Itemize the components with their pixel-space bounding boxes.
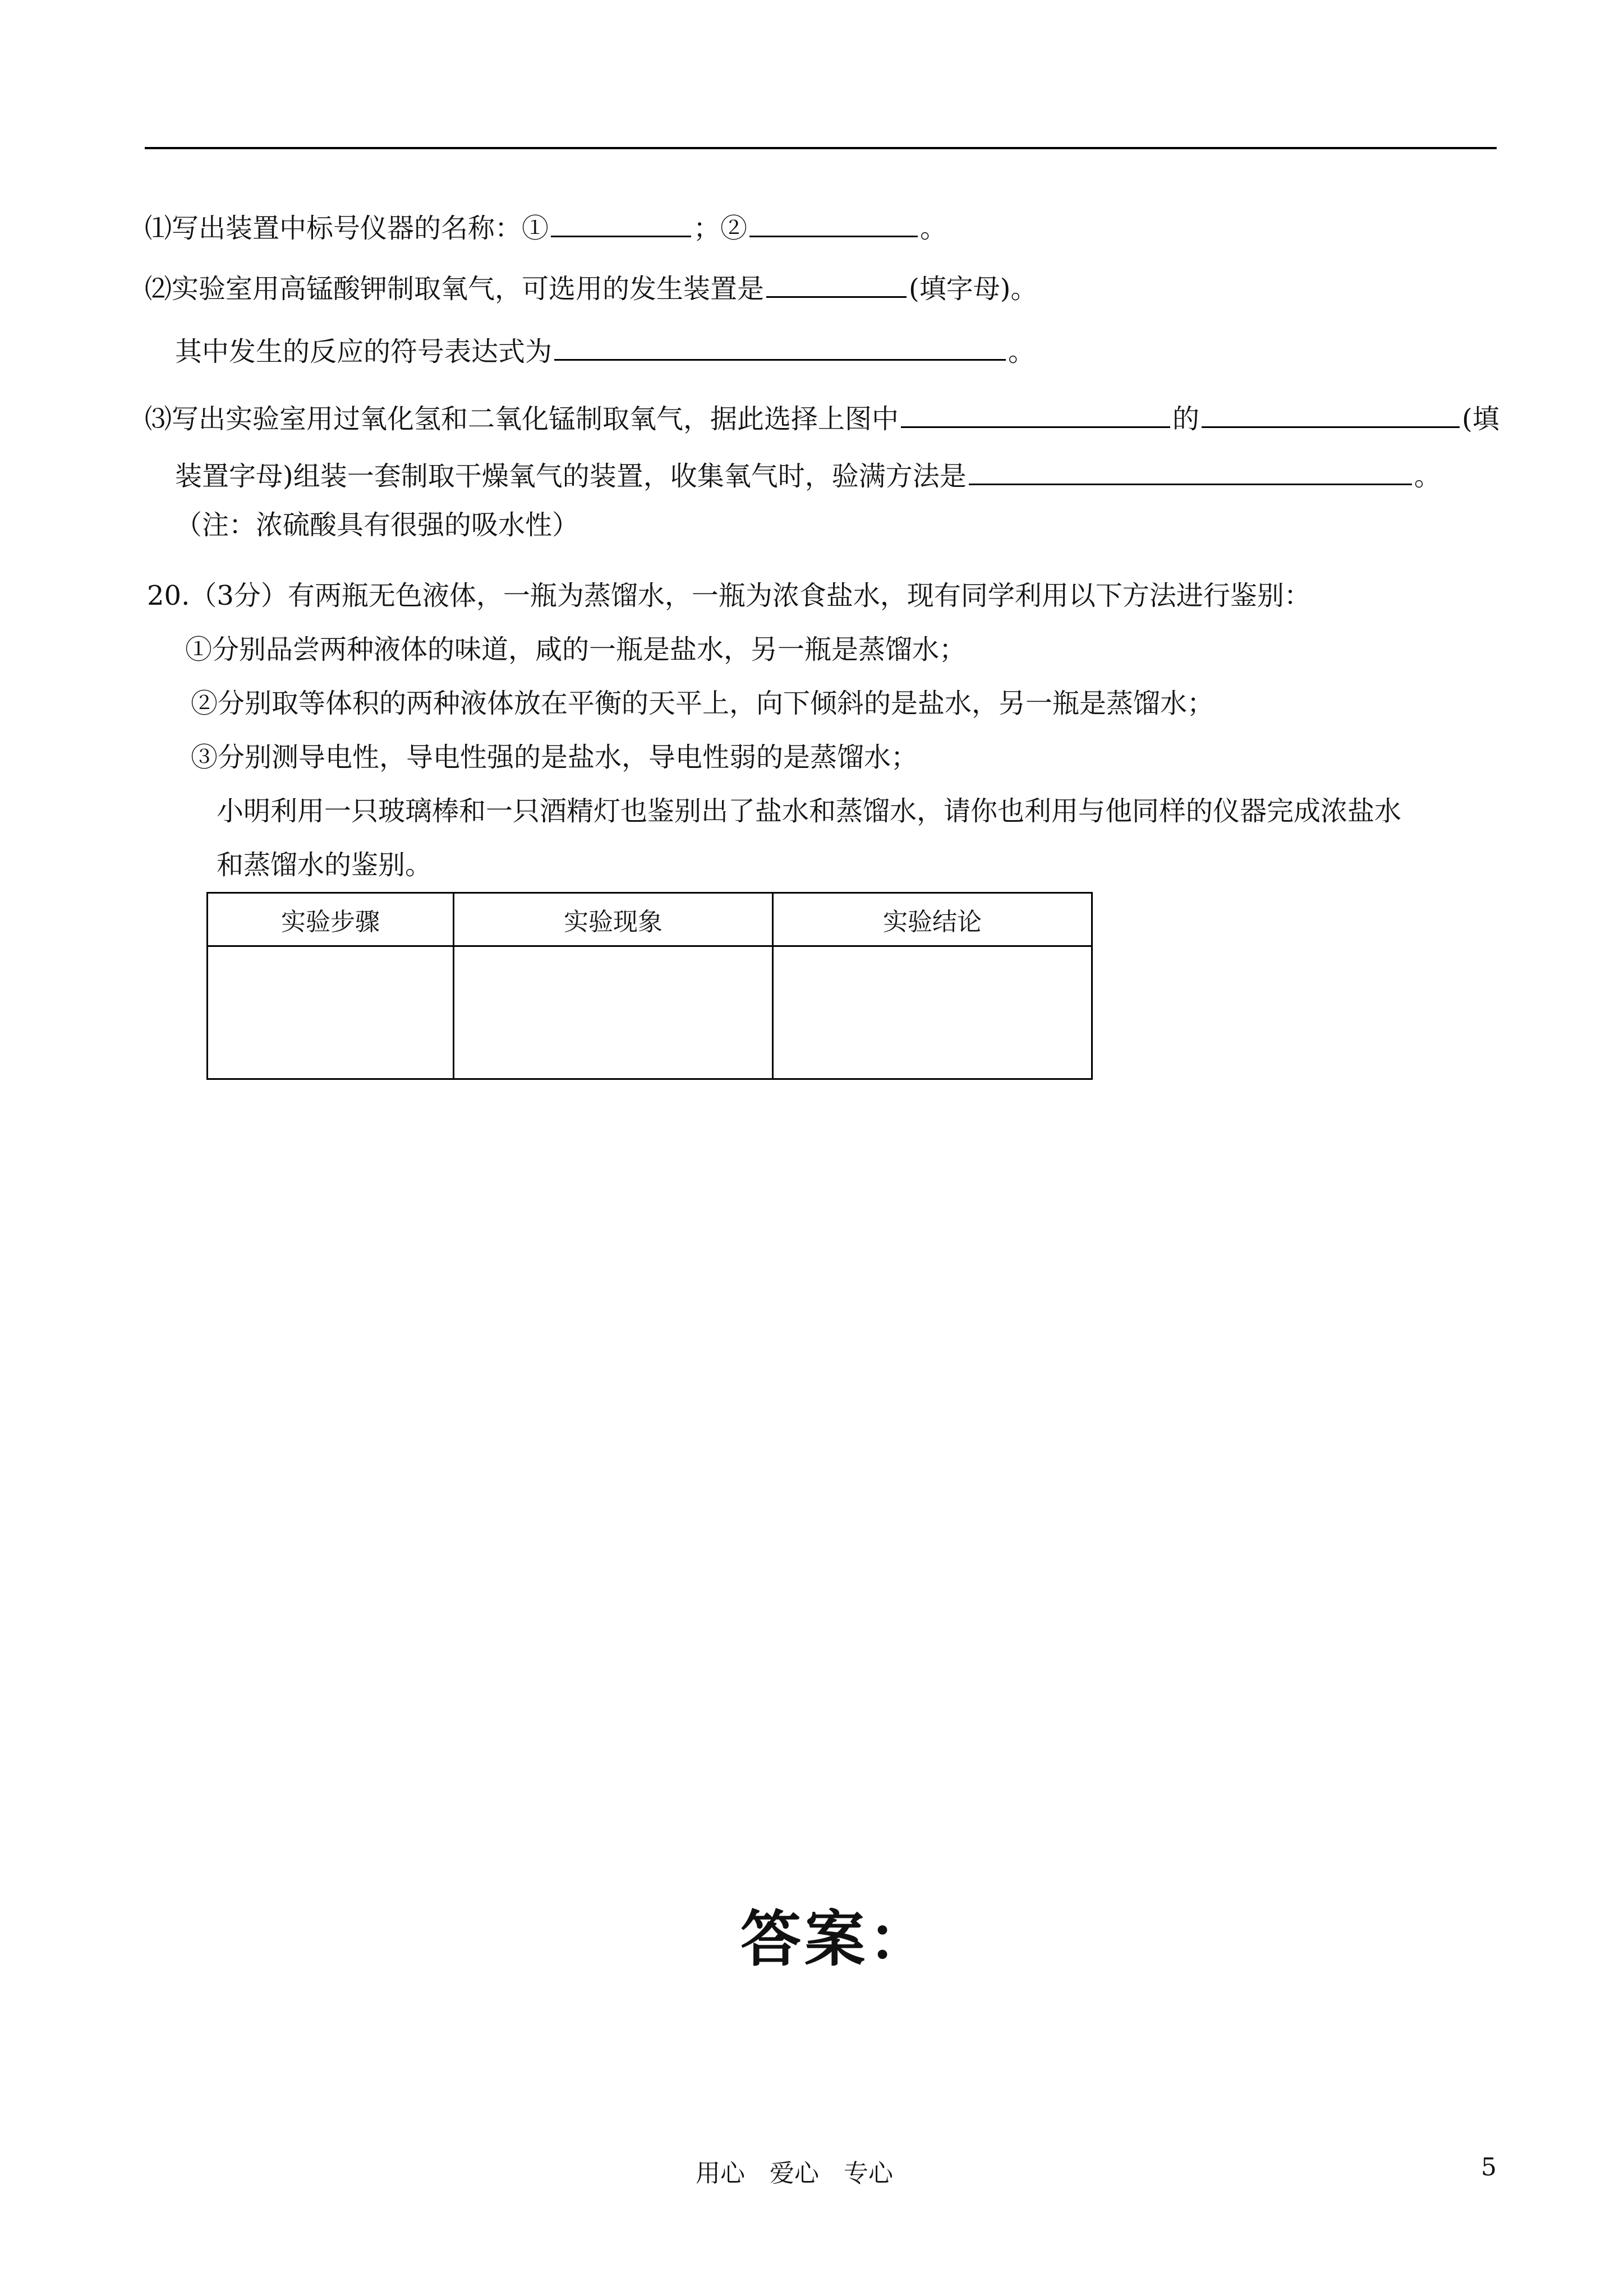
table-header-conclusion: 实验结论 <box>773 893 1092 946</box>
q20-method-2: ②分别取等体积的两种液体放在平衡的天平上，向下倾斜的是盐水，另一瓶是蒸馏水； <box>191 688 1214 719</box>
table-header-row <box>208 893 1092 946</box>
q19-part1 <box>145 208 947 246</box>
answer-blank-1[interactable] <box>551 208 691 237</box>
answer-blank-5[interactable] <box>901 398 1170 428</box>
answer-blank-7[interactable] <box>969 455 1412 485</box>
table-cell-steps[interactable] <box>208 946 454 1079</box>
q19-part3-mid: 的 <box>1172 403 1200 435</box>
table-header-steps: 实验步骤 <box>208 893 454 946</box>
q19-part2-line2-end: 。 <box>1008 336 1036 367</box>
q19-part3-line2 <box>175 455 1441 494</box>
table-cell-phenomena[interactable] <box>454 946 773 1079</box>
q20-method-1: ①分别品尝两种液体的味道，咸的一瓶是盐水，另一瓶是蒸馏水； <box>185 634 967 665</box>
footer-slogan: 用心 爱心 专心 <box>696 2159 893 2188</box>
answer-blank-6[interactable] <box>1202 398 1460 428</box>
q19-part3-line2-end: 。 <box>1414 461 1441 492</box>
answer-blank-2[interactable] <box>749 208 918 237</box>
answer-blank-4[interactable] <box>554 331 1006 361</box>
experiment-table <box>206 892 1093 1080</box>
q19-part1-end: 。 <box>920 213 947 244</box>
q19-part2 <box>145 268 1037 307</box>
q20-task-line-2: 和蒸馏水的鉴别。 <box>217 849 433 881</box>
table-row <box>208 946 1092 1079</box>
q19-part3-prefix: ⑶写出实验室用过氧化氢和二氧化锰制取氧气，据此选择上图中 <box>145 403 899 435</box>
table-header-phenomena: 实验现象 <box>454 893 773 946</box>
q19-part2-suffix: (填字母)。 <box>909 273 1038 305</box>
header-rule <box>145 147 1497 149</box>
table-cell-conclusion[interactable] <box>773 946 1092 1079</box>
q19-part3 <box>145 398 1499 437</box>
q19-part1-sep: ；② <box>693 213 748 244</box>
q19-part2-prefix: ⑵实验室用高锰酸钾制取氧气，可选用的发生装置是 <box>145 273 765 305</box>
answer-heading: 答案： <box>740 1904 933 1975</box>
q19-part3-suffix: (填 <box>1462 403 1499 435</box>
q20-intro: 20.（3分）有两瓶无色液体，一瓶为蒸馏水，一瓶为浓食盐水，现有同学利用以下方法进行鉴别： <box>147 580 1311 611</box>
q20-method-3: ③分别测导电性，导电性强的是盐水，导电性弱的是蒸馏水； <box>191 742 918 773</box>
answer-blank-3[interactable] <box>766 268 907 298</box>
q19-part2-line2 <box>175 331 1035 370</box>
page-number: 5 <box>1481 2153 1497 2182</box>
q20-task-line-1: 小明利用一只玻璃棒和一只酒精灯也鉴别出了盐水和蒸馏水，请你也利用与他同样的仪器完成浓盐水 <box>217 795 1402 827</box>
q19-part3-note: （注：浓硫酸具有很强的吸水性） <box>175 509 579 541</box>
q19-part2-line2-prefix: 其中发生的反应的符号表达式为 <box>175 336 553 367</box>
q19-part1-prefix: ⑴写出装置中标号仪器的名称：① <box>145 213 549 244</box>
q19-part3-line2-prefix: 装置字母)组装一套制取干燥氧气的装置，收集氧气时，验满方法是 <box>175 461 967 492</box>
